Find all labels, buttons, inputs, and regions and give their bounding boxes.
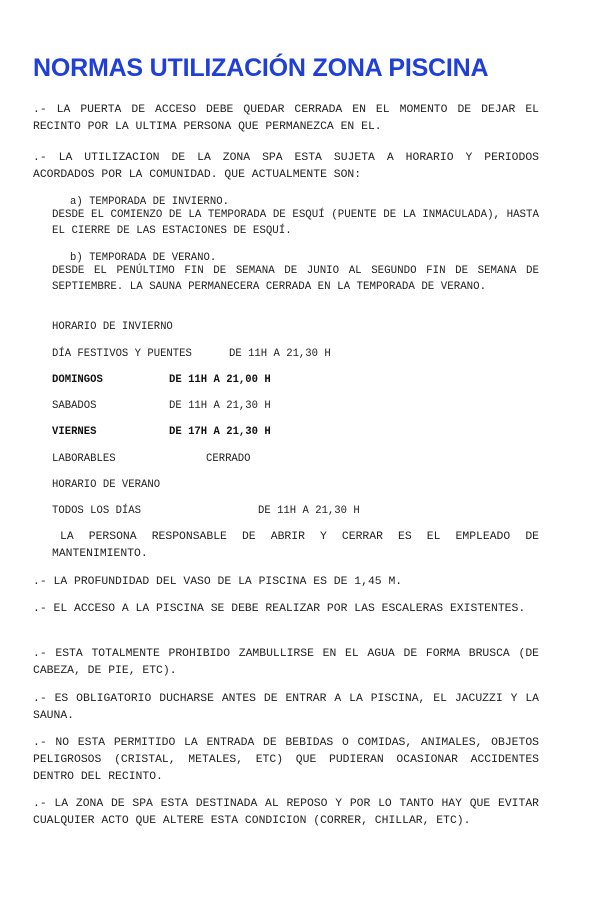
summer-season-text: DESDE EL PENÚLTIMO FIN DE SEMANA DE JUNIO AL SEGUNDO FIN DE SEMANA DE SEPTIEMBRE. LA SAUNA PERMANECERA CERRADA EN LA TEMPORADA DE VERANO. — [52, 265, 539, 293]
domingos-hours: DE 11H A 21,00 H — [169, 374, 271, 386]
rule-profundidad: .- LA PROFUNDIDAD DEL VASO DE LA PISCINA ES DE 1,45 M. — [33, 576, 403, 588]
sabados-hours: DE 11H A 21,30 H — [169, 400, 271, 412]
winter-hours-title: HORARIO DE INVIERNO — [52, 321, 173, 333]
rule-ducharse: .- ES OBLIGATORIO DUCHARSE ANTES DE ENTRAR A LA PISCINA, EL JACUZZI Y LA SAUNA. — [33, 693, 539, 722]
viernes-hours: DE 17H A 21,30 H — [169, 426, 271, 438]
rule-spa-schedule: .- LA UTILIZACION DE LA ZONA SPA ESTA SUJETA A HORARIO Y PERIODOS ACORDADOS POR LA COMUNIDAD. QUE ACTUALMENTE SON: — [33, 152, 539, 181]
todos-label: TODOS LOS DÍAS — [52, 505, 142, 517]
rule-responsable: LA PERSONA RESPONSABLE DE ABRIR Y CERRAR ES EL EMPLEADO DE MANTENIMIENTO. — [52, 531, 539, 560]
winter-season-text: DESDE EL COMIENZO DE LA TEMPORADA DE ESQUÍ (PUENTE DE LA INMACULADA), HASTA EL CIERRE DE LAS ESTACIONES DE ESQUÍ. — [52, 209, 539, 237]
rule-reposo: .- LA ZONA DE SPA ESTA DESTINADA AL REPOSO Y POR LO TANTO HAY QUE EVITAR CUALQUIER ACTO QUE ALTERE ESTA CONDICION (CORRER, CHILLAR, ETC). — [33, 798, 539, 827]
rule-zambullirse: .- ESTA TOTALMENTE PROHIBIDO ZAMBULLIRSE EN EL AGUA DE FORMA BRUSCA (DE CABEZA, DE PIE, ETC). — [33, 648, 539, 677]
todos-hours: DE 11H A 21,30 H — [258, 505, 360, 517]
winter-season-label: a) TEMPORADA DE INVIERNO. — [70, 196, 229, 208]
laborables-label: LABORABLES — [52, 453, 116, 465]
rule-acceso: .- EL ACCESO A LA PISCINA SE DEBE REALIZAR POR LAS ESCALERAS EXISTENTES. — [33, 603, 526, 615]
page-title: NORMAS UTILIZACIÓN ZONA PISCINA — [33, 54, 489, 82]
summer-hours-title: HORARIO DE VERANO — [52, 479, 161, 491]
summer-season-label: b) TEMPORADA DE VERANO. — [70, 252, 217, 264]
domingos-label: DOMINGOS — [52, 374, 103, 386]
viernes-label: VIERNES — [52, 426, 97, 438]
laborables-hours: CERRADO — [206, 453, 251, 465]
sabados-label: SABADOS — [52, 400, 97, 412]
festivos-hours: DE 11H A 21,30 H — [229, 348, 331, 360]
rule-door: .- LA PUERTA DE ACCESO DEBE QUEDAR CERRADA EN EL MOMENTO DE DEJAR EL RECINTO POR LA ULTIMA PERSONA QUE PERMANEZCA EN EL. — [33, 104, 539, 133]
rule-bebidas: .- NO ESTA PERMITIDO LA ENTRADA DE BEBIDAS O COMIDAS, ANIMALES, OBJETOS PELIGROSOS (CRISTAL, METALES, ETC) QUE PUDIERAN OCASIONAR ACCIDENTES DENTRO DEL RECINTO. — [33, 737, 539, 783]
festivos-label: DÍA FESTIVOS Y PUENTES — [52, 348, 192, 360]
